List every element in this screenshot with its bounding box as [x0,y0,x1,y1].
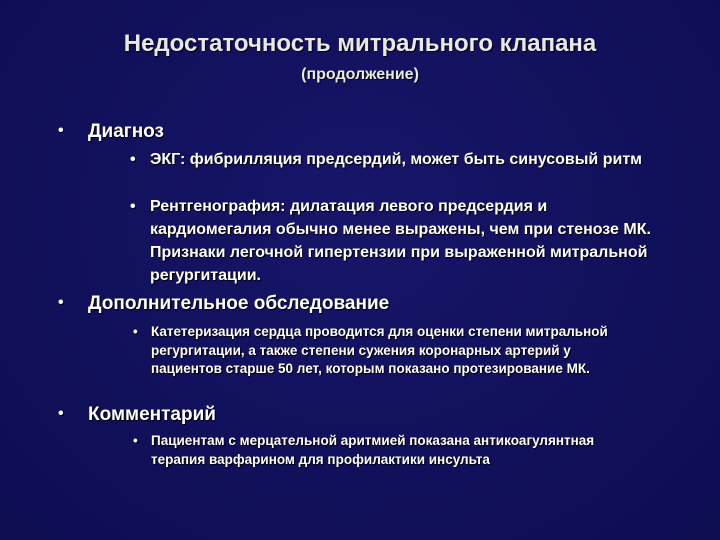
section-heading-label: Диагноз [88,121,164,142]
section-heading-diagnosis [58,121,164,143]
bullet-icon: • [130,198,136,215]
section-heading-label: Дополнительное обследование [88,293,390,314]
section-heading-comment [58,404,216,426]
bullet-icon: • [58,122,64,139]
list-item-anticoagulation [133,432,631,469]
slide-title: Недостаточность митрального клапана [123,30,597,57]
bullet-icon: • [130,151,136,168]
bullet-icon: • [58,294,64,311]
bullet-icon: • [133,433,138,448]
list-item-text: Рентгенография: дилатация левого предсердия и кардиомегалия обычно менее выражены, чем при стенозе МК. Признаки легочной гипертензии при выраженной митральной регургитации. [150,198,651,284]
section-heading-additional-exam [58,293,389,315]
list-item-text: Катетеризация сердца проводится для оценки степени митральной регургитации, а также степени сужения коронарных артерий у пациентов старше 50 лет, которым показано протезирование МК. [151,324,608,376]
bullet-icon: • [133,324,138,339]
list-item-ecg [130,148,670,171]
list-item-text: Пациентам с мерцательной аритмией показана антикоагулянтная терапия варфарином для профилактики инсульта [151,433,595,467]
bullet-icon: • [58,405,64,422]
list-item-xray [130,195,670,287]
list-item-catheterization [133,323,631,379]
slide-subtitle: (продолжение) [301,66,419,83]
section-heading-label: Комментарий [88,404,216,425]
list-item-text: ЭКГ: фибрилляция предсердий, может быть синусовый ритм [150,151,642,168]
